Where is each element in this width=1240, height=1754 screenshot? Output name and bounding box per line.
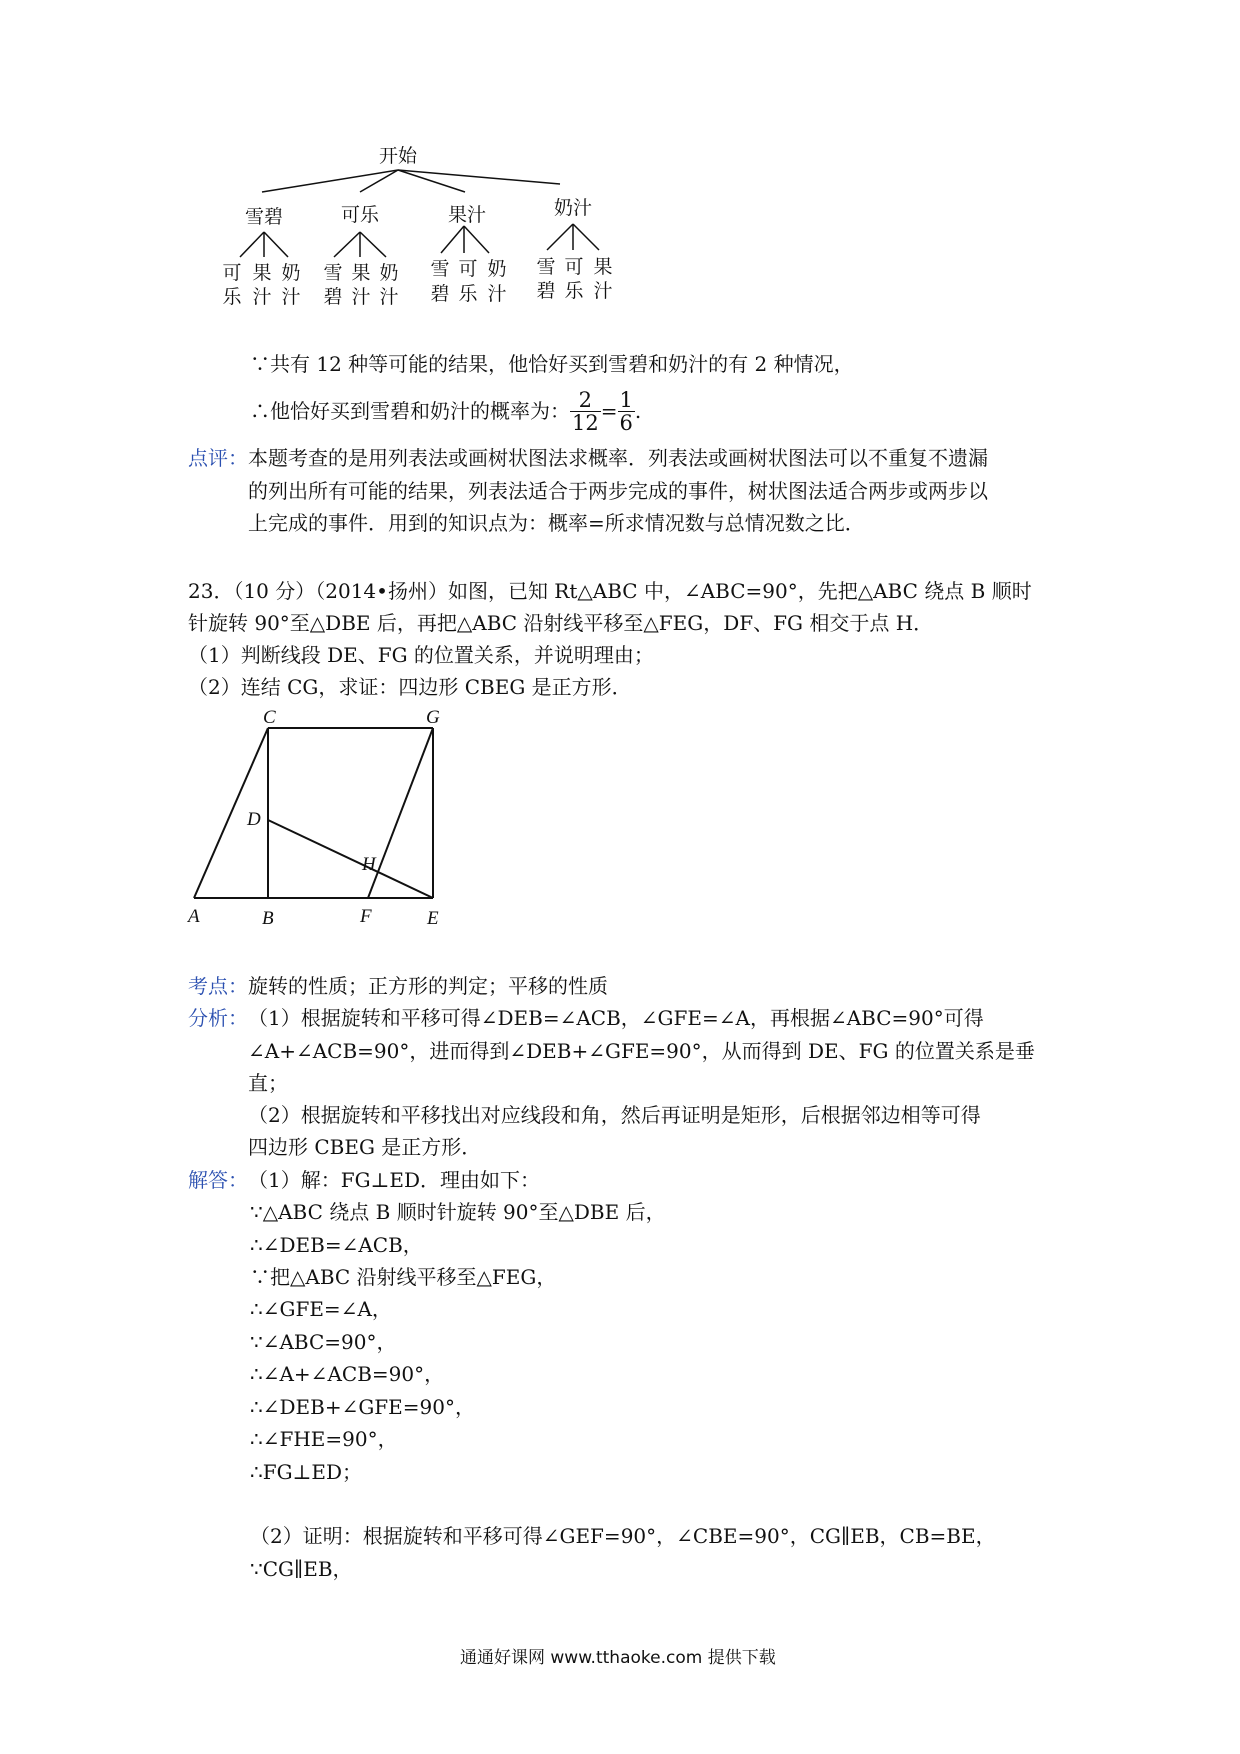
tree-leaf: 奶: [379, 262, 399, 284]
jieda-step: ∴∠A+∠ACB=90°，: [250, 1362, 445, 1386]
solution-line-1: ∵共有 12 种等可能的结果，他恰好买到雪碧和奶汁的有 2 种情况，: [250, 352, 854, 376]
point-label-d: D: [247, 809, 261, 830]
problem-23-line: 23．（10 分）（2014•扬州）如图，已知 Rt△ABC 中，∠ABC=90°，先把△ABC 绕点 B 顺时: [188, 579, 1032, 603]
tree-leaf: 雪: [536, 256, 556, 278]
fenxi-line: 四边形 CBEG 是正方形．: [248, 1135, 482, 1159]
tree-leaf: 可: [222, 262, 242, 284]
fenxi-line: 直；: [248, 1071, 288, 1095]
jieda-step: ∵把△ABC 沿射线平移至△FEG，: [250, 1265, 557, 1289]
tree-leaf: 可: [564, 256, 584, 278]
tree-leaf: 乐: [222, 286, 242, 308]
tree-branch-3: 果汁: [447, 204, 487, 226]
fenxi-line: （2）根据旋转和平移找出对应线段和角，然后再证明是矩形，后根据邻边相等可得: [248, 1103, 981, 1127]
comment-line: 上完成的事件．用到的知识点为：概率=所求情况数与总情况数之比．: [248, 511, 865, 535]
point-label-f: F: [360, 906, 372, 927]
jieda-part2-line: （2）证明：根据旋转和平移可得∠GEF=90°，∠CBE=90°，CG∥EB，CB=BE，: [250, 1524, 996, 1548]
comment-line: 的列出所有可能的结果，列表法适合于两步完成的事件，树状图法适合两步或两步以: [248, 479, 988, 503]
point-label-h: H: [362, 854, 376, 875]
comment-tag: 点评：: [188, 446, 248, 470]
tree-edges: [240, 170, 599, 257]
tree-leaf: 雪: [323, 262, 343, 284]
point-label-c: C: [263, 707, 276, 728]
tree-branch-1: 雪碧: [244, 206, 284, 228]
tree-branch-2: 可乐: [340, 204, 380, 226]
kaodian-text: 旋转的性质；正方形的判定；平移的性质: [248, 974, 608, 998]
jieda-step: ∴∠FHE=90°，: [250, 1427, 398, 1451]
jieda-step: ∴∠DEB+∠GFE=90°，: [250, 1395, 475, 1419]
tree-leaf: 汁: [252, 286, 272, 308]
fenxi-line: ∠A+∠ACB=90°，进而得到∠DEB+∠GFE=90°，从而得到 DE、FG 的位置关系是垂: [248, 1039, 1035, 1063]
jieda-part2-line: ∵CG∥EB，: [250, 1557, 353, 1581]
solution-line-2: [250, 386, 641, 436]
problem-23-line: （2）连结 CG，求证：四边形 CBEG 是正方形．: [188, 675, 632, 699]
equals-sign: =: [600, 399, 618, 423]
point-label-g: G: [426, 707, 440, 728]
solution-line-2-text: ∴他恰好买到雪碧和奶汁的概率为：: [250, 399, 570, 423]
jieda-step: ∴FG⊥ED；: [250, 1460, 363, 1484]
fenxi-line: （1）根据旋转和平移可得∠DEB=∠ACB，∠GFE=∠A，再根据∠ABC=90°可得: [248, 1006, 984, 1030]
tree-leaf: 果: [351, 262, 371, 284]
problem-23-line: 针旋转 90°至△DBE 后，再把△ABC 沿射线平移至△FEG，DF、FG 相交于点 H．: [188, 611, 934, 635]
fraction-1-6: [618, 389, 635, 434]
tree-leaf: 可: [458, 258, 478, 280]
jieda-step: ∴∠GFE=∠A，: [250, 1297, 392, 1321]
fraction-numerator: 2: [570, 389, 601, 412]
fraction-denominator: 6: [619, 410, 633, 435]
jieda-step: ∴∠DEB=∠ACB，: [250, 1233, 423, 1257]
tree-leaf: 雪: [430, 258, 450, 280]
point-label-e: E: [427, 908, 439, 929]
tree-leaf: 碧: [323, 286, 343, 308]
tree-leaf: 乐: [458, 283, 478, 305]
fraction-2-12: [570, 389, 601, 434]
tree-leaf: 果: [252, 262, 272, 284]
comment-line: 本题考查的是用列表法或画树状图法求概率．列表法或画树状图法可以不重复不遗漏: [248, 446, 988, 470]
jieda-step: ∵∠ABC=90°，: [250, 1330, 397, 1354]
problem-23-line: （1）判断线段 DE、FG 的位置关系，并说明理由；: [188, 643, 654, 667]
tree-leaf: 汁: [487, 283, 507, 305]
fraction-numerator: 1: [619, 387, 633, 412]
tree-leaf: 汁: [593, 280, 613, 302]
fenxi-tag: 分析：: [188, 1006, 248, 1030]
page-footer: 通通好课网 www.tthaoke.com 提供下载: [460, 1648, 776, 1668]
point-label-b: B: [262, 908, 274, 929]
tree-branch-4: 奶汁: [553, 197, 593, 219]
tree-leaf: 汁: [351, 286, 371, 308]
point-label-a: A: [188, 906, 200, 927]
tree-leaf: 奶: [487, 258, 507, 280]
tree-leaf: 碧: [430, 283, 450, 305]
tree-diagram: [222, 140, 710, 345]
tree-leaf: 碧: [536, 280, 556, 302]
tree-root: 开始: [378, 145, 418, 167]
tree-leaf: 奶: [281, 262, 301, 284]
tree-leaf: 汁: [379, 286, 399, 308]
jieda-first-line: （1）解：FG⊥ED．理由如下：: [248, 1168, 541, 1192]
period: .: [634, 399, 642, 423]
tree-leaf: 果: [593, 256, 613, 278]
tree-leaf: 乐: [564, 280, 584, 302]
tree-leaf: 汁: [281, 286, 301, 308]
fraction-denominator: 12: [572, 410, 599, 435]
kaodian-tag: 考点：: [188, 974, 248, 998]
jieda-tag: 解答：: [188, 1168, 248, 1192]
geometry-figure: [180, 700, 460, 935]
jieda-step: ∵△ABC 绕点 B 顺时针旋转 90°至△DBE 后，: [250, 1200, 666, 1224]
figure-lines: [194, 728, 433, 898]
